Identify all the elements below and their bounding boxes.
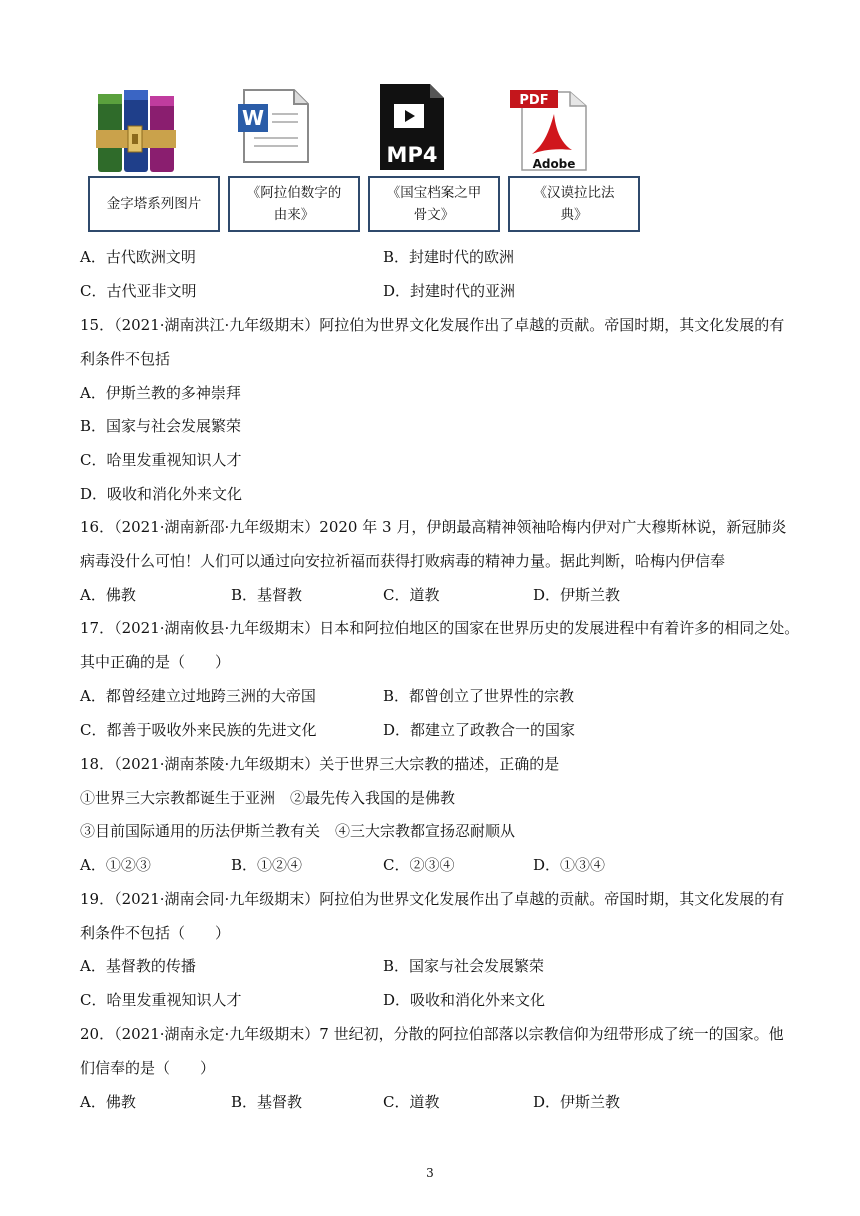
pdf-adobe-icon — [508, 84, 644, 176]
q18-statements-1: ①世界三大宗教都诞生于亚洲 ②最先传入我国的是佛教 — [80, 789, 456, 807]
q17-option-c: C．都善于吸收外来民族的先进文化 — [80, 721, 317, 739]
q15-stem-line2: 利条件不包括 — [80, 350, 171, 368]
q17-option-d: D．都建立了政教合一的国家 — [383, 721, 576, 739]
card-oracle-bone — [368, 84, 504, 234]
q15-option-a: A．伊斯兰教的多神崇拜 — [80, 384, 241, 402]
q20-option-c: C．道教 — [383, 1093, 440, 1111]
q15-option-c: C．哈里发重视知识人才 — [80, 451, 242, 469]
q16-option-b: B．基督教 — [231, 586, 303, 604]
q19-option-c: C．哈里发重视知识人才 — [80, 991, 242, 1009]
q16-option-a: A．佛教 — [80, 586, 136, 604]
q16-stem-line1: 16．（2021·湖南新邵·九年级期末）2020 年 3 月，伊朗最高精神领袖哈梅内伊对广大穆斯林说，新冠肺炎 — [80, 518, 787, 536]
books-archive-icon — [88, 84, 224, 176]
card-hammurabi — [508, 84, 644, 234]
svg-text:PDF: PDF — [519, 93, 549, 108]
card-arabic-numerals — [228, 84, 364, 234]
q15-option-b: B．国家与社会发展繁荣 — [80, 417, 242, 435]
card-caption: 《国宝档案之甲骨文》 — [368, 176, 500, 232]
q20-option-d: D．伊斯兰教 — [533, 1093, 621, 1111]
q14-option-c: C．古代亚非文明 — [80, 282, 197, 300]
file-icon-cards — [88, 84, 648, 236]
mp4-video-icon — [368, 84, 504, 176]
q16-option-d: D．伊斯兰教 — [533, 586, 621, 604]
q18-option-b: B．①②④ — [231, 856, 303, 874]
q19-option-d: D．吸收和消化外来文化 — [383, 991, 546, 1009]
q19-option-a: A．基督教的传播 — [80, 957, 196, 975]
q19-stem-line2: 利条件不包括（ ） — [80, 924, 231, 942]
q15-stem-line1: 15．（2021·湖南洪江·九年级期末）阿拉伯为世界文化发展作出了卓越的贡献。帝国时期，其文化发展的有 — [80, 316, 785, 334]
q18-option-d: D．①③④ — [533, 856, 606, 874]
card-pyramid-images — [88, 84, 224, 234]
q20-option-a: A．佛教 — [80, 1093, 136, 1111]
q14-option-d: D．封建时代的亚洲 — [383, 282, 516, 300]
q18-option-c: C．②③④ — [383, 856, 455, 874]
q18-statements-2: ③目前国际通用的历法伊斯兰教有关 ④三大宗教都宣扬忍耐顺从 — [80, 822, 516, 840]
q20-stem-line1: 20．（2021·湖南永定·九年级期末）7 世纪初，分散的阿拉伯部落以宗教信仰为纽带形成了统一的国家。他 — [80, 1025, 784, 1043]
q20-stem-line2: 们信奉的是（ ） — [80, 1059, 216, 1077]
q19-stem-line1: 19．（2021·湖南会同·九年级期末）阿拉伯为世界文化发展作出了卓越的贡献。帝国时期，其文化发展的有 — [80, 890, 785, 908]
q14-option-a: A．古代欧洲文明 — [80, 248, 196, 266]
card-caption: 《阿拉伯数字的由来》 — [228, 176, 360, 232]
word-document-icon — [228, 84, 364, 176]
page-number: 3 — [426, 1166, 434, 1180]
q16-option-c: C．道教 — [383, 586, 440, 604]
q15-option-d: D．吸收和消化外来文化 — [80, 485, 243, 503]
q19-option-b: B．国家与社会发展繁荣 — [383, 957, 545, 975]
svg-text:MP4: MP4 — [386, 143, 438, 167]
q17-option-b: B．都曾创立了世界性的宗教 — [383, 687, 575, 705]
q17-option-a: A．都曾经建立过地跨三洲的大帝国 — [80, 687, 316, 705]
q17-stem-line2: 其中正确的是（ ） — [80, 653, 231, 671]
q18-stem-line1: 18．（2021·湖南茶陵·九年级期末）关于世界三大宗教的描述，正确的是 — [80, 755, 560, 773]
card-caption: 《汉谟拉比法典》 — [508, 176, 640, 232]
q20-option-b: B．基督教 — [231, 1093, 303, 1111]
svg-text:Adobe: Adobe — [532, 157, 576, 171]
svg-text:W: W — [241, 106, 265, 130]
card-caption: 金字塔系列图片 — [88, 176, 220, 232]
q18-option-a: A．①②③ — [80, 856, 151, 874]
q17-stem-line1: 17．（2021·湖南攸县·九年级期末）日本和阿拉伯地区的国家在世界历史的发展进程中有着许多的相同之处。 — [80, 619, 800, 637]
q16-stem-line2: 病毒没什么可怕！人们可以通过向安拉祈福而获得打败病毒的精神力量。据此判断，哈梅内伊信奉 — [80, 552, 726, 570]
q14-option-b: B．封建时代的欧洲 — [383, 248, 515, 266]
